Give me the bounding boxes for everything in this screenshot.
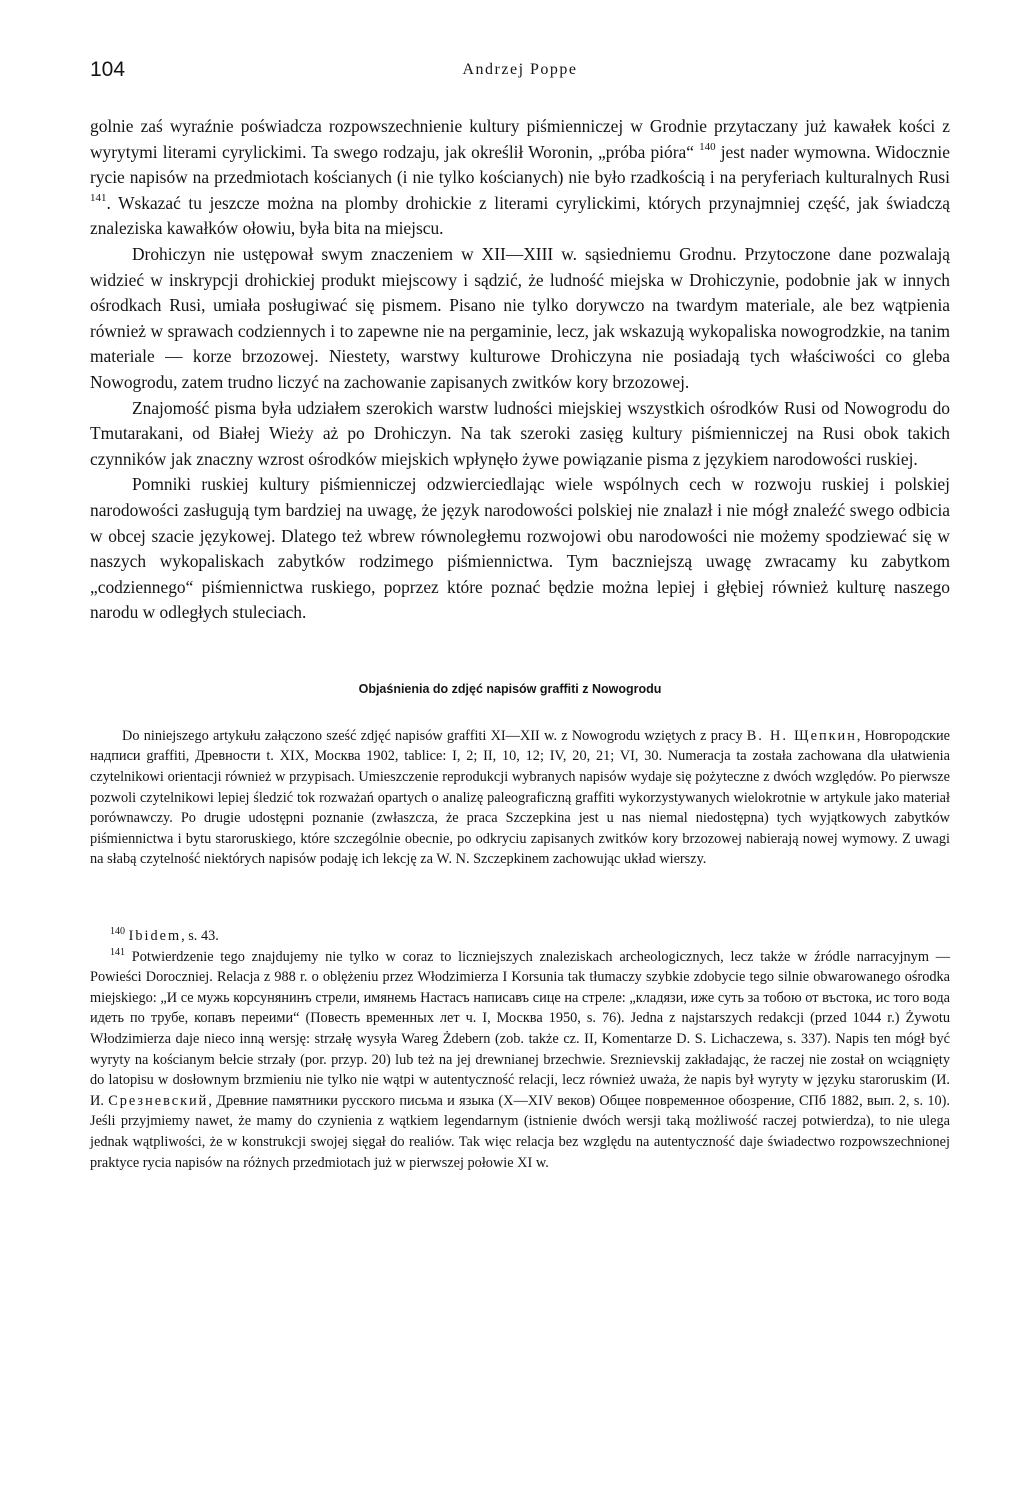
paragraph (90, 242, 950, 396)
footnote-number: 141 (110, 946, 125, 958)
text-run: Drohiczyn nie ustępował swym znaczeniem w XII—XIII w. sąsiedniemu Grodnu. Przytoczone dane pozwalają widzieć w inskrypcji drohickiej produkt miejscowy i sądzić, że ludność miejska w Drohiczynie, podobnie jak w innych ośrodkach Rusi, umiała posługiwać się pismem. Pisano nie tylko dorywczo na twardym materiale, ale bez wątpienia również w sprawach codziennych i to zapewne nie na pergaminie, lecz, jak wskazują wykopaliska nowogrodzkie, na tanim materiale — korze brzozowej. Niestety, warstwy kulturowe Drohiczyna nie posiadają tych właściwości co gleba Nowogrodu, zatem trudno liczyć na zachowanie zapisanych zwitków kory brzozowej. (90, 243, 950, 392)
text-run: golnie zaś wyraźnie poświadcza rozpowszechnienie kultury piśmienniczej w Grodnie przytaczany już kawałek kości z wyrytymi literami cyrylickimi. Ta swego rodzaju, jak określił Woronin, „próba pióra“ (90, 116, 950, 162)
text-run: , Древние памятники русского письма и языка (X—XIV веков) Общее повременное обозрение, СПб 1882, вып. 2, s. 10). Jeśli przyjmiemy nawet, że mamy do czynienia z wątkiem legendarnym (istnienie dwóch wersji taką możliwość raczej potwierdza), to nie ulega jednak wątpliwości, że w konstrukcji swojej sięgał do realiów. Tak więc relacja bez względu na autentyczność daje świadectwo rozpowszechnionej praktyce rycia napisów na różnych przedmiotach już w pierwszej połowie XI w. (90, 1092, 950, 1171)
photos-explanation (90, 726, 950, 870)
text-run: Pomniki ruskiej kultury piśmienniczej odzwierciedlając wiele wspólnych cech w rozwoju ruskiej i polskiej narodowości zasługują tym bardziej na uwagę, że język narodowości polskiej nie znalazł i nie mógł znaleźć swego odbicia w obcej szacie językowej. Dlatego też wbrew równoległemu rozwojowi obu narodowości nie możemy spodziewać się w naszych wykopaliskach zabytków rodzimego piśmiennictwa. Tym baczniejszą uwagę zwracamy ku zabytkom „codziennego“ piśmiennictwa ruskiego, poprzez które poznać będzie można lepiej i głębiej również kulturę naszego narodu w odległych stuleciach. (90, 474, 950, 623)
footnotes (90, 926, 950, 1173)
text-run: . Wskazać tu jeszcze można na plomby drohickie z literami cyrylickimi, których przynajmniej część, jak świadczą znaleziska kawałków ołowiu, była bita na miejscu. (90, 192, 950, 239)
text-run: , s. 43. (181, 928, 219, 945)
paragraph (90, 472, 950, 626)
footnote-reference: 140 (699, 140, 716, 153)
footnote-number: 140 (110, 926, 125, 938)
text-run: Znajomość pisma była udziałem szerokich warstw ludności miejskiej wszystkich ośrodków Rusi od Nowogrodu do Tmutarakani, od Białej Wieży aż po Drohiczyn. Na tak szeroki zasięg kultury piśmienniczej na Rusi obok takich czynników jak znaczny wzrost ośrodków miejskich wpłynęło żywe powiązanie pisma z językiem narodowości ruskiej. (90, 397, 950, 469)
spaced-name: Срезневский (108, 1092, 209, 1109)
spaced-name: Ibidem (128, 928, 182, 945)
document-page (90, 58, 950, 1173)
section-heading: Objaśnienia do zdjęć napisów graffiti z Nowogrodu (358, 681, 662, 696)
text-run: , Новгородские надписи graffiti, Древности t. XIX, Москва 1902, tablice: I, 2; II, 10, 12; IV, 20, 21; VI, 30. Numeracja ta została zachowana dla ułatwienia czytelnikowi orientacji również w przypisach. Umieszczenie reprodukcji wybranych napisów wydaje się pożyteczne z dwóch względów. Po pierwsze pozwoli czytelnikowi lepiej śledzić tok rozważań opartych o analizę paleograficzną graffiti wykorzystywanych wielokrotnie w artykule jako materiał porównawczy. Po drugie udostępni poznanie (zwłaszcza, że praca Szczepkina jest u nas niemal niedostępna) tych wyjątkowych zabytków piśmiennictwa i bytu staroruskiego, które szczególnie obecnie, po odkryciu zapisanych zwitków kory brzozowej nabierają nowej wymowy. Z uwagi na słabą czytelność niektórych napisów podaję ich lekcję za W. N. Szczepkinem zachowując układ wierszy. (90, 727, 950, 868)
footnote (90, 947, 950, 1174)
text-run: Potwierdzenie tego znajdujemy nie tylko w coraz to liczniejszych znaleziskach archeologicznych, lecz także w źródle narracyjnym — Powieści Doroczniej. Relacja z 988 r. o oblężeniu przez Włodzimierza I Korsunia tak tłumaczy szybkie zdobycie tego silnie obwarowanego ośrodka miejskiego: „И се мужь корсунянинъ стрели, имянемь Настасъ написавъ сице на стреле: „кладязи, иже суть за тобою от въстока, ис того вода идеть по трубе, копавъ переими“ (Повесть временных лет ч. I, Москва 1950, s. 76). Jedna z najstarszych redakcji (przed 1044 r.) Żywotu Włodzimierza daje nieco inną wersję: strzałę wysyła Wareg Żdebern (zob. także cz. II, Komentarze D. S. Lichaczewa, s. 337). Napis ten mógł być wyryty na kościanym bełcie strzały (por. przyp. 20) lub też na jej drewnianej brzechwie. Sreznievskij zakładając, że raczej nie został on wciągnięty do latopisu w dosłownym brzmieniu nie tylko nie wątpi w autentyczność relacji, lecz również uważa, że napis był wyryty w języku staroruskim (И. И. (90, 948, 951, 1109)
main-body-text (90, 114, 950, 626)
page-header (90, 58, 950, 88)
text-run: Do niniejszego artykułu załączono sześć zdjęć napisów graffiti XI—XII w. z Nowogrodu wziętych z pracy (122, 727, 747, 744)
text-run: jest nader wymowna. Widocznie rycie napisów na przedmiotach kościanych (i nie tylko kościanych) nie było rzadkością i na peryferiach kulturalnych Rusi (90, 141, 950, 188)
paragraph (90, 396, 950, 473)
running-head-author: Andrzej Poppe (462, 61, 578, 78)
footnote (90, 926, 950, 947)
paragraph (90, 114, 950, 242)
page-number: 104 (90, 58, 126, 81)
spaced-name: В. Н. Щепкин (746, 727, 857, 744)
footnote-reference: 141 (90, 191, 107, 204)
